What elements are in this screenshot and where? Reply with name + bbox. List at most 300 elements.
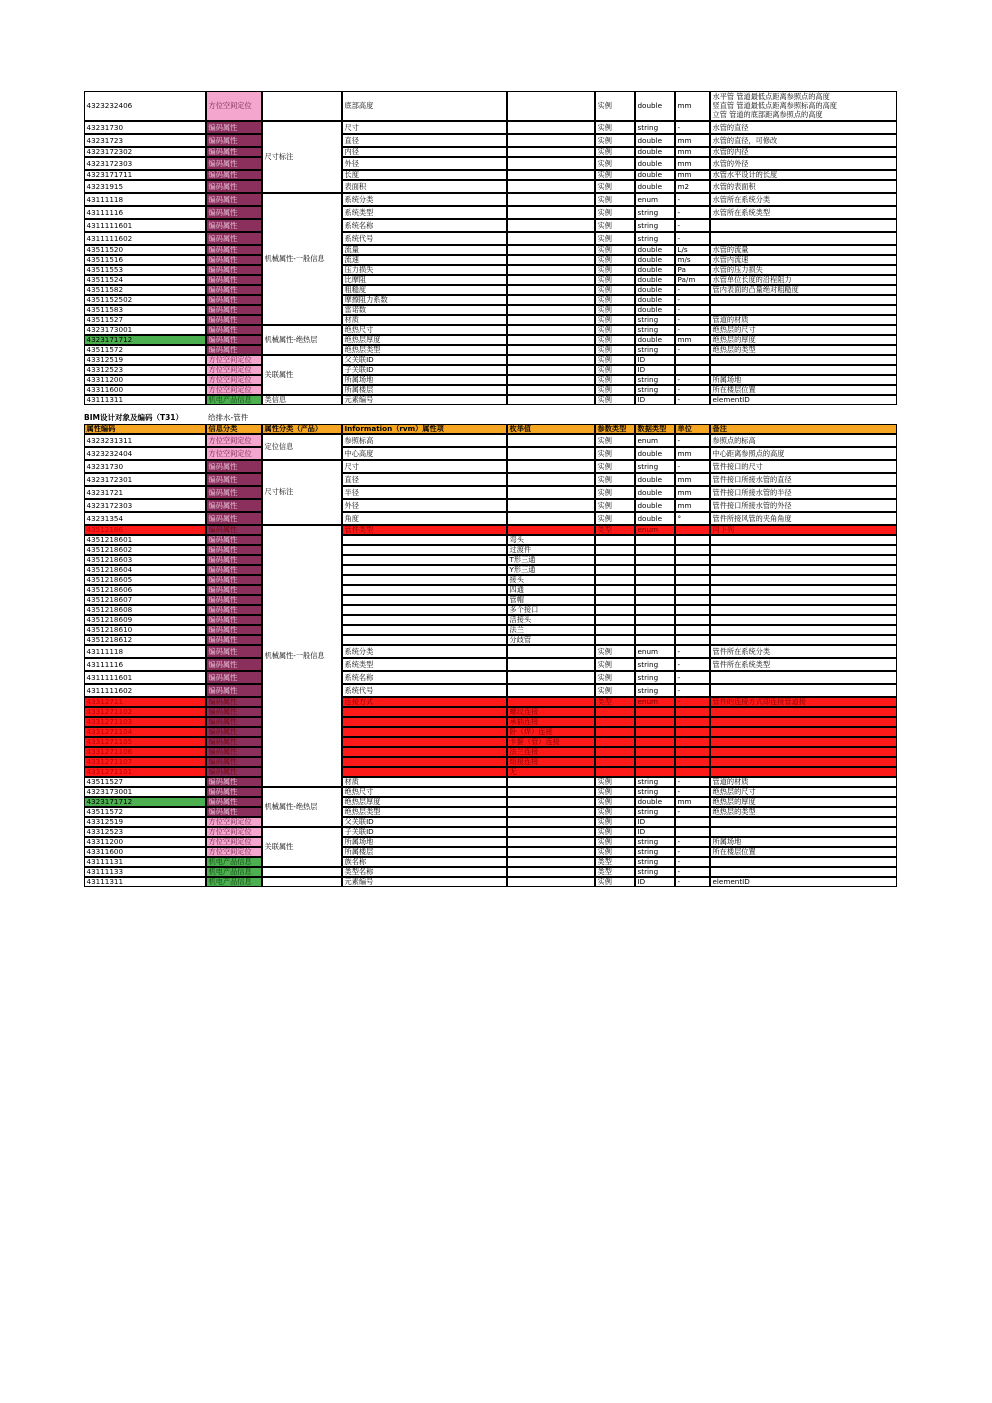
cell-ptype: 实例 <box>595 315 636 326</box>
cell-unit: Pa/m <box>675 275 711 286</box>
cell-ptype: 实例 <box>595 385 636 396</box>
cell-note <box>710 595 898 606</box>
table-row <box>84 605 897 615</box>
cell-cat: 编码属性 <box>206 206 263 220</box>
table-row <box>84 645 897 658</box>
cell-cat: 编码属性 <box>206 486 263 500</box>
table-row <box>84 206 897 219</box>
cell-item: 内径 <box>342 147 508 158</box>
cell-enum: 无 <box>507 767 596 778</box>
cell-enum <box>507 335 596 346</box>
cell-code: 4323232404 <box>84 447 207 461</box>
cell-cat: 编码属性 <box>206 315 263 326</box>
cell-unit <box>675 555 711 566</box>
cell-unit: - <box>675 867 711 878</box>
cell-dtype <box>635 565 676 576</box>
cell-item <box>342 575 508 586</box>
cell-cat: 编码属性 <box>206 545 263 556</box>
cell-code: 43511524 <box>84 275 207 286</box>
cell-unit <box>675 727 711 738</box>
cell-dtype: double <box>635 245 676 256</box>
cell-code: 4323171712 <box>84 797 207 808</box>
table-row <box>84 460 897 473</box>
table-row <box>84 285 897 295</box>
cell-ptype: 实例 <box>595 797 636 808</box>
cell-note <box>710 585 898 596</box>
cell-code: 43511582 <box>84 285 207 296</box>
cell-enum <box>507 385 596 396</box>
cell-item: 绝热层厚度 <box>342 797 508 808</box>
cell-ptype: 实例 <box>595 121 636 135</box>
cell-cat: 编码属性 <box>206 121 263 135</box>
cell-note: 所在楼层位置 <box>710 385 898 396</box>
cell-note <box>710 727 898 738</box>
table-row <box>84 486 897 499</box>
table-row <box>84 255 897 265</box>
cell-cat: 方位空间定位 <box>206 837 263 848</box>
cell-enum <box>507 525 596 536</box>
cell-cat: 编码属性 <box>206 134 263 148</box>
table-row <box>84 193 897 206</box>
cell-ptype <box>595 757 636 768</box>
table-row <box>84 585 897 595</box>
cell-dtype <box>635 535 676 546</box>
cell-note: 所属场地 <box>710 837 898 848</box>
cell-dtype: double <box>635 157 676 171</box>
cell-note <box>710 827 898 838</box>
cell-note: 管件接口所接水管的直径 <box>710 473 898 487</box>
cell-dtype: double <box>635 91 676 122</box>
cell-dtype: string <box>635 857 676 868</box>
cell-ptype: 实例 <box>595 275 636 286</box>
cell-note <box>710 219 898 233</box>
cell-dtype: string <box>635 345 676 356</box>
cell-code: 43111116 <box>84 206 207 220</box>
cell-note <box>710 767 898 778</box>
cell-enum: 卧（焊）连接 <box>507 727 596 738</box>
cell-enum <box>507 847 596 858</box>
cell-unit: mm <box>675 147 711 158</box>
cell-unit: mm <box>675 486 711 500</box>
group-label: 关联属性 <box>262 827 343 868</box>
cell-dtype: string <box>635 385 676 396</box>
cell-dtype: string <box>635 807 676 818</box>
cell-unit: - <box>675 658 711 672</box>
cell-dtype <box>635 767 676 778</box>
cell-unit: - <box>675 671 711 685</box>
cell-enum <box>507 837 596 848</box>
table-row <box>84 615 897 625</box>
cell-note: 绝热层的尺寸 <box>710 325 898 336</box>
cell-dtype: double <box>635 797 676 808</box>
cell-note <box>710 355 898 366</box>
cell-item <box>342 727 508 738</box>
cell-ptype: 实例 <box>595 787 636 798</box>
table-row <box>84 232 897 245</box>
table-row <box>84 545 897 555</box>
cell-enum <box>507 777 596 788</box>
note-line: 水平管 管道最低点距离参照点的高度 <box>712 92 830 102</box>
cell-unit <box>675 817 711 828</box>
cell-note <box>710 684 898 698</box>
cell-code: 43111133 <box>84 867 207 878</box>
cell-enum <box>507 325 596 336</box>
cell-cat: 编码属性 <box>206 747 263 758</box>
cell-dtype <box>635 605 676 616</box>
cell-code: 4351218608 <box>84 605 207 616</box>
cell-unit <box>675 757 711 768</box>
cell-note: 所在楼层位置 <box>710 847 898 858</box>
cell-unit: - <box>675 684 711 698</box>
cell-item: 系统类型 <box>342 206 508 220</box>
cell-item: 外径 <box>342 499 508 513</box>
cell-dtype: string <box>635 315 676 326</box>
cell-unit <box>675 535 711 546</box>
cell-unit <box>675 747 711 758</box>
cell-dtype: enum <box>635 434 676 448</box>
cell-enum <box>507 877 596 888</box>
cell-note: 管件接口所接水管的外径 <box>710 499 898 513</box>
cell-enum: 卡箍（管）连接 <box>507 737 596 748</box>
cell-cat: 编码属性 <box>206 325 263 336</box>
cell-code: 43511553 <box>84 265 207 276</box>
cell-ptype: 实例 <box>595 219 636 233</box>
group-label: 类信息 <box>262 395 343 406</box>
cell-note <box>710 615 898 626</box>
table-row <box>84 315 897 325</box>
table-row <box>84 525 897 535</box>
cell-code: 43511572 <box>84 345 207 356</box>
cell-enum <box>507 867 596 878</box>
cell-item: 系统代号 <box>342 684 508 698</box>
cell-unit: - <box>675 121 711 135</box>
cell-enum: 熔接连接 <box>507 757 596 768</box>
cell-enum <box>507 245 596 256</box>
cell-unit: - <box>675 193 711 207</box>
cell-code: 4351218609 <box>84 615 207 626</box>
cell-note <box>710 747 898 758</box>
cell-unit <box>675 625 711 636</box>
cell-note <box>710 295 898 306</box>
cell-item <box>342 545 508 556</box>
cell-dtype: double <box>635 335 676 346</box>
cell-unit: - <box>675 460 711 474</box>
cell-cat: 编码属性 <box>206 265 263 276</box>
cell-cat: 编码属性 <box>206 335 263 346</box>
cell-unit: - <box>675 645 711 659</box>
table-row <box>84 512 897 525</box>
cell-dtype <box>635 555 676 566</box>
cell-note: 管道的材质 <box>710 777 898 788</box>
cell-ptype: 实例 <box>595 365 636 376</box>
cell-ptype <box>595 545 636 556</box>
cell-cat: 编码属性 <box>206 658 263 672</box>
cell-ptype: 实例 <box>595 837 636 848</box>
cell-note: 绝热层的类型 <box>710 345 898 356</box>
cell-note: 水管水平设计的长度 <box>710 170 898 181</box>
cell-item: 类型名称 <box>342 867 508 878</box>
cell-cat: 编码属性 <box>206 499 263 513</box>
cell-ptype: 实例 <box>595 499 636 513</box>
cell-dtype: double <box>635 473 676 487</box>
table-row <box>84 245 897 255</box>
cell-enum <box>507 170 596 181</box>
cell-item: Information（rvm）属性项 <box>342 424 508 435</box>
cell-unit: mm <box>675 157 711 171</box>
cell-note <box>710 575 898 586</box>
cell-item: 底部高度 <box>342 91 508 122</box>
cell-ptype: 实例 <box>595 325 636 336</box>
cell-dtype: double <box>635 134 676 148</box>
cell-ptype <box>595 585 636 596</box>
cell-cat: 编码属性 <box>206 565 263 576</box>
cell-note <box>710 565 898 576</box>
cell-ptype: 实例 <box>595 193 636 207</box>
table-row <box>84 335 897 345</box>
cell-dtype: string <box>635 206 676 220</box>
cell-enum: 管帽 <box>507 595 596 606</box>
cell-code: 43231721 <box>84 486 207 500</box>
cell-enum <box>507 447 596 461</box>
cell-unit: - <box>675 877 711 888</box>
cell-ptype: 实例 <box>595 658 636 672</box>
cell-note: 水管的直径，可修改 <box>710 134 898 148</box>
table-row <box>84 747 897 757</box>
table-row <box>84 717 897 727</box>
cell-dtype: 数据类型 <box>635 424 676 435</box>
cell-unit: mm <box>675 170 711 181</box>
cell-code: 4331271104 <box>84 727 207 738</box>
cell-note: 备注 <box>710 424 898 435</box>
table-row <box>84 275 897 285</box>
cell-dtype: enum <box>635 525 676 536</box>
cell-enum: 枚举值 <box>507 424 596 435</box>
cell-enum: 弯头 <box>507 535 596 546</box>
cell-item: 尺寸 <box>342 460 508 474</box>
cell-cat: 编码属性 <box>206 575 263 586</box>
cell-ptype <box>595 767 636 778</box>
cell-dtype: ID <box>635 877 676 888</box>
cell-unit <box>675 365 711 376</box>
cell-enum <box>507 375 596 386</box>
cell-note: 参照点的标高 <box>710 434 898 448</box>
cell-enum <box>507 121 596 135</box>
cell-cat: 方位空间定位 <box>206 375 263 386</box>
cell-item: 角度 <box>342 512 508 526</box>
table-row <box>84 355 897 365</box>
cell-note: 所属场地 <box>710 375 898 386</box>
cell-enum <box>507 147 596 158</box>
cell-dtype: double <box>635 275 676 286</box>
cell-enum <box>507 206 596 220</box>
cell-item: 材质 <box>342 315 508 326</box>
cell-note <box>710 305 898 316</box>
cell-cat: 编码属性 <box>206 595 263 606</box>
cell-cat: 方位空间定位 <box>206 817 263 828</box>
cell-unit <box>675 605 711 616</box>
cell-dtype: ID <box>635 365 676 376</box>
cell-enum: 分歧管 <box>507 635 596 646</box>
cell-cat: 方位空间定位 <box>206 355 263 366</box>
table-row <box>84 555 897 565</box>
cell-unit: - <box>675 807 711 818</box>
cell-enum <box>507 295 596 306</box>
cell-dtype: double <box>635 305 676 316</box>
cell-code: 4323172302 <box>84 147 207 158</box>
cell-note: 水管的内径 <box>710 147 898 158</box>
cell-enum <box>507 275 596 286</box>
cell-dtype <box>635 757 676 768</box>
cell-item: 管件类型 <box>342 525 508 536</box>
cell-item <box>342 747 508 758</box>
cell-unit: - <box>675 206 711 220</box>
cell-ptype: 实例 <box>595 512 636 526</box>
cell-code: 43311200 <box>84 375 207 386</box>
cell-dtype <box>635 585 676 596</box>
cell-item: 绝热尺寸 <box>342 787 508 798</box>
cell-note <box>710 817 898 828</box>
table-row <box>84 499 897 512</box>
note-line: 立管 管道的底部距离参照点的高度 <box>712 110 823 120</box>
cell-ptype <box>595 565 636 576</box>
cell-enum <box>507 345 596 356</box>
cell-note: 绝热层的厚度 <box>710 335 898 346</box>
cell-code: 4323172303 <box>84 157 207 171</box>
table-row <box>84 325 897 335</box>
cell-unit: Pa <box>675 265 711 276</box>
cell-cat: 编码属性 <box>206 585 263 596</box>
table-row <box>84 295 897 305</box>
cell-enum: 四通 <box>507 585 596 596</box>
cell-code: 4323232406 <box>84 91 207 122</box>
cell-code: 4351218605 <box>84 575 207 586</box>
table-row <box>84 595 897 605</box>
header-row <box>84 424 897 434</box>
cell-cat: 编码属性 <box>206 787 263 798</box>
table-row <box>84 375 897 385</box>
cell-dtype: string <box>635 325 676 336</box>
cell-dtype: ID <box>635 395 676 406</box>
cell-item: 绝热尺寸 <box>342 325 508 336</box>
group-label: 关联属性 <box>262 355 343 396</box>
cell-item <box>342 605 508 616</box>
cell-enum: 法兰连接 <box>507 747 596 758</box>
cell-item: 所属楼层 <box>342 847 508 858</box>
cell-enum <box>507 684 596 698</box>
cell-ptype: 实例 <box>595 827 636 838</box>
cell-ptype <box>595 635 636 646</box>
table-row <box>84 265 897 275</box>
cell-ptype: 实例 <box>595 180 636 194</box>
cell-ptype: 实例 <box>595 147 636 158</box>
cell-ptype <box>595 625 636 636</box>
cell-cat: 编码属性 <box>206 605 263 616</box>
cell-item: 所属场地 <box>342 375 508 386</box>
cell-item: 尺寸 <box>342 121 508 135</box>
cell-note: 水管的表面积 <box>710 180 898 194</box>
cell-enum: 承插连接 <box>507 717 596 728</box>
cell-ptype: 实例 <box>595 255 636 266</box>
cell-ptype: 实例 <box>595 295 636 306</box>
cell-note <box>710 555 898 566</box>
cell-dtype: string <box>635 787 676 798</box>
cell-code: 43231730 <box>84 460 207 474</box>
cell-note: 中心距离参照点的高度 <box>710 447 898 461</box>
cell-dtype: double <box>635 180 676 194</box>
cell-item: 元素编号 <box>342 395 508 406</box>
cell-code: 4311111602 <box>84 232 207 246</box>
cell-cat: 编码属性 <box>206 707 263 718</box>
cell-unit <box>675 827 711 838</box>
cell-dtype: double <box>635 255 676 266</box>
cell-unit <box>675 767 711 778</box>
cell-code: 4351218606 <box>84 585 207 596</box>
group-label: 机械属性-一般信息 <box>262 525 343 788</box>
table-row <box>84 827 897 837</box>
cell-enum <box>507 857 596 868</box>
cell-cat: 方位空间定位 <box>206 434 263 448</box>
table-row <box>84 797 897 807</box>
cell-item: 压力损失 <box>342 265 508 276</box>
cell-code: 4351218604 <box>84 565 207 576</box>
cell-enum: 活接头 <box>507 615 596 626</box>
cell-ptype <box>595 737 636 748</box>
cell-cat: 编码属性 <box>206 671 263 685</box>
cell-unit: - <box>675 375 711 386</box>
cell-cat: 编码属性 <box>206 615 263 626</box>
cell-ptype: 实例 <box>595 157 636 171</box>
cell-enum: 法兰 <box>507 625 596 636</box>
cell-item: 系统类型 <box>342 658 508 672</box>
cell-code: 4331271102 <box>84 707 207 718</box>
cell-ptype: 参数类型 <box>595 424 636 435</box>
cell-note <box>710 365 898 376</box>
table-row <box>84 535 897 545</box>
cell-dtype <box>635 615 676 626</box>
cell-unit: mm <box>675 91 711 122</box>
cell-cat: 方位空间定位 <box>206 365 263 376</box>
cell-item: 元素编号 <box>342 877 508 888</box>
section-subtitle: 给排水-管件 <box>208 412 249 422</box>
cell-dtype: enum <box>635 697 676 708</box>
cell-enum: T形三通 <box>507 555 596 566</box>
cell-item: 子关联ID <box>342 827 508 838</box>
cell-code: 4323231311 <box>84 434 207 448</box>
cell-item: 表面积 <box>342 180 508 194</box>
cell-dtype <box>635 707 676 718</box>
cell-enum <box>507 285 596 296</box>
cell-code: 4331271106 <box>84 747 207 758</box>
group-label: 尺寸标注 <box>262 460 343 526</box>
cell-cat: 编码属性 <box>206 232 263 246</box>
cell-cat: 编码属性 <box>206 727 263 738</box>
cell-enum <box>507 232 596 246</box>
cell-dtype <box>635 575 676 586</box>
cell-cat: 信息分类 <box>206 424 263 435</box>
table-row <box>84 305 897 315</box>
cell-enum: 多个接口 <box>507 605 596 616</box>
cell-enum <box>507 460 596 474</box>
cell-item: 系统分类 <box>342 193 508 207</box>
cell-note <box>710 635 898 646</box>
cell-dtype: double <box>635 285 676 296</box>
cell-code: 43511520 <box>84 245 207 256</box>
cell-code: 4311111601 <box>84 219 207 233</box>
cell-dtype <box>635 635 676 646</box>
cell-dtype: double <box>635 486 676 500</box>
cell-dtype: double <box>635 499 676 513</box>
cell-ptype: 实例 <box>595 473 636 487</box>
